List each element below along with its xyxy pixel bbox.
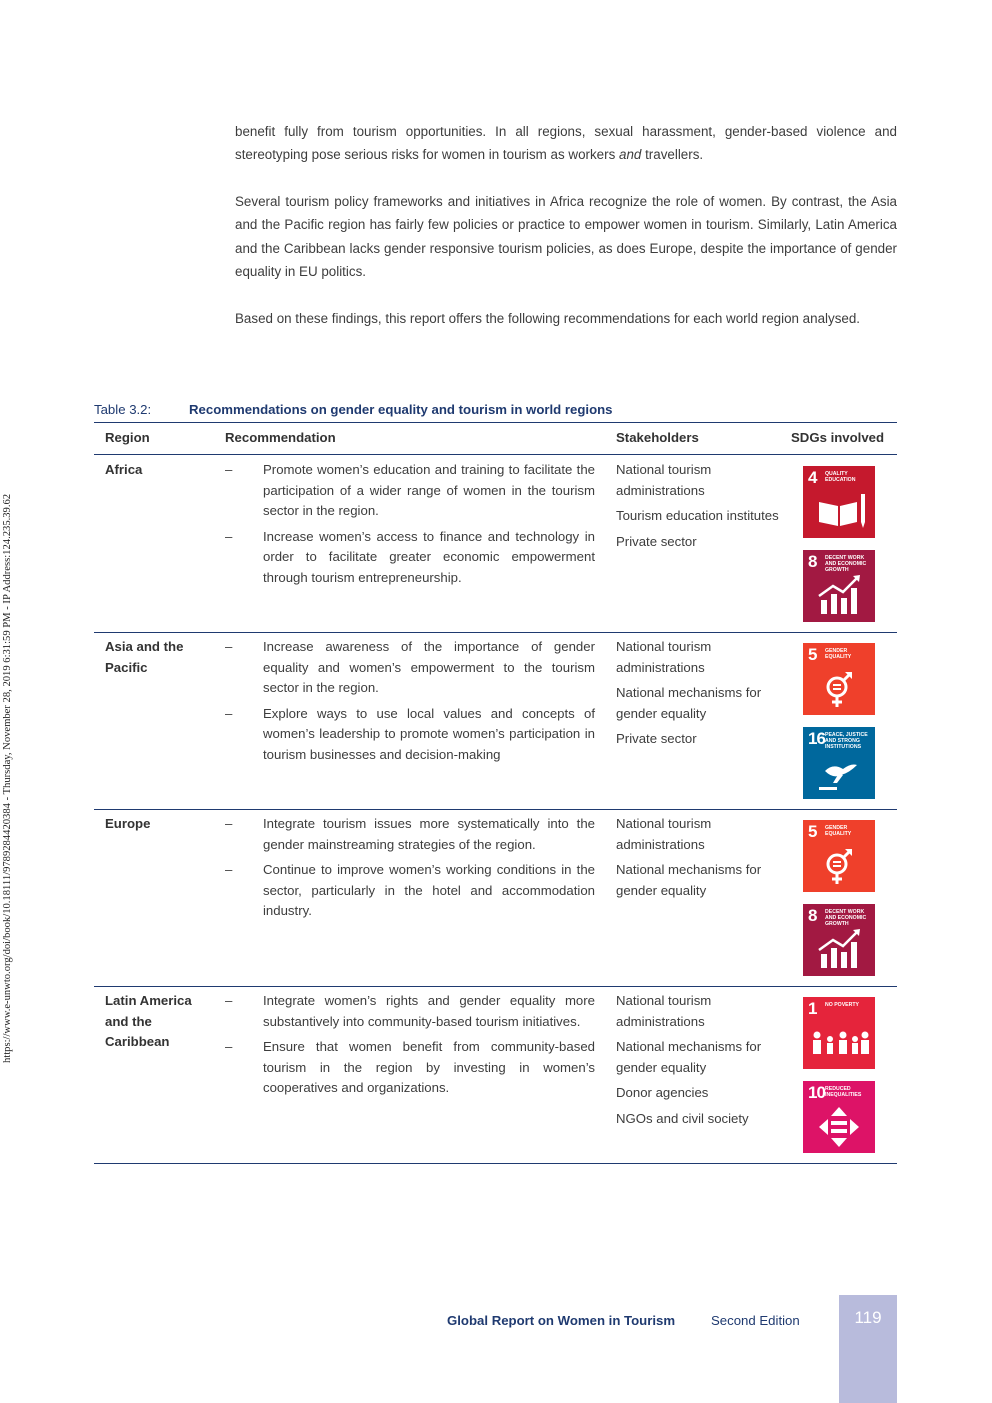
stakeholders-africa — [616, 460, 781, 552]
sdg-number: 16 — [808, 729, 825, 748]
recommendation-text: Promote women’s education and training to facilitate the participation of a wider range of women in the tourism sector in the region. — [263, 462, 595, 519]
page-number-box — [839, 1295, 897, 1403]
recommendation-item — [225, 814, 595, 855]
intro-paragraph-2: Several tourism policy frameworks and initiatives in Africa recognize the role of women. By contrast, the Asia and the Pacific region has fairly few policies or practice to empower women in tourism. Similarly, Latin America and the Caribbean lacks gender responsive tourism policies, as does Europe, despite the importance of gender equality in EU politics. — [235, 194, 897, 279]
table-caption-number: Table 3.2: — [94, 402, 152, 417]
growth-chart-icon — [803, 550, 875, 622]
table-caption — [94, 402, 897, 417]
stakeholder-item: Tourism education institutes — [616, 508, 779, 524]
region-asia-pacific: Asia and the Pacific — [105, 639, 184, 675]
page-number: 119 — [854, 1308, 882, 1327]
stakeholders-europe — [616, 814, 781, 901]
intro-p1-text-b: travellers. — [641, 147, 704, 163]
dash: – — [225, 705, 233, 721]
table-caption-title: Recommendations on gender equality and tourism in world regions — [189, 402, 613, 417]
stakeholder-item: Private sector — [616, 731, 697, 747]
gender-symbol-icon — [803, 643, 875, 715]
stakeholders-asia-pacific — [616, 637, 781, 750]
header-stakeholders: Stakeholders — [616, 430, 699, 445]
row-rule — [94, 809, 897, 810]
header-region: Region — [105, 430, 150, 445]
recommendations-asia-pacific — [225, 637, 595, 766]
stakeholder-item: National mechanisms for gender equality — [616, 862, 762, 898]
region-africa: Africa — [105, 462, 143, 477]
sdg-8-tile — [803, 904, 875, 976]
sdg-number: 1 — [808, 999, 817, 1018]
recommendation-text: Continue to improve women’s working conditions in the sector, particularly in the hotel and accommodation industry. — [263, 862, 595, 919]
sdg-label: DECENT WORK AND ECONOMIC GROWTH — [825, 555, 867, 573]
header-recommendation: Recommendation — [225, 430, 336, 445]
sdg-4-tile — [803, 466, 875, 538]
recommendation-text: Integrate women’s rights and gender equality more substantively into community-based tourism initiatives. — [263, 993, 595, 1029]
sdg-number: 5 — [808, 645, 817, 664]
stakeholder-item: National tourism administrations — [616, 816, 712, 852]
recommendation-item — [225, 704, 595, 766]
sdg-number: 8 — [808, 906, 817, 925]
growth-chart-icon — [803, 904, 875, 976]
footer-title: Global Report on Women in Tourism — [447, 1313, 676, 1328]
family-icon — [803, 997, 875, 1069]
stakeholder-item: Donor agencies — [616, 1085, 709, 1101]
sdg-1-tile — [803, 997, 875, 1069]
stakeholder-item: National tourism administrations — [616, 993, 712, 1029]
gender-symbol-icon — [803, 820, 875, 892]
recommendation-text: Integrate tourism issues more systematically into the gender mainstreaming strategies of the region. — [263, 816, 595, 852]
dash: – — [225, 993, 233, 1008]
dash: – — [225, 528, 233, 544]
sdg-number: 5 — [808, 822, 817, 841]
region-europe: Europe — [105, 816, 151, 831]
recommendation-text: Explore ways to use local values and concepts of women’s leadership to promote women’s participation in tourism businesses and decision-making — [263, 705, 595, 762]
dash: – — [225, 639, 233, 654]
recommendation-text: Increase women’s access to finance and technology in order to facilitate greater economic empowerment through tourism entrepreneurship. — [263, 528, 595, 585]
table-bottom-rule — [94, 1163, 897, 1164]
recommendation-item — [225, 860, 595, 922]
intro-p1-emphasis: and — [619, 147, 642, 163]
dove-gavel-icon — [803, 727, 875, 799]
sdg-label: GENDER EQUALITY — [825, 825, 852, 837]
sdg-label: GENDER EQUALITY — [825, 648, 852, 660]
recommendation-item — [225, 460, 595, 522]
row-rule — [94, 986, 897, 987]
header-sdgs: SDGs involved — [791, 430, 885, 445]
footer-edition: Second Edition — [711, 1313, 800, 1328]
sdg-8-tile — [803, 550, 875, 622]
stakeholder-item: National tourism administrations — [616, 462, 712, 498]
sdg-label: NO POVERTY — [825, 1002, 860, 1008]
intro-paragraph-3: Based on these findings, this report offers the following recommendations for each world region analysed. — [235, 311, 861, 326]
table-top-rule — [94, 422, 897, 423]
sdg-number: 4 — [808, 468, 817, 487]
stakeholder-item: National mechanisms for gender equality — [616, 685, 762, 721]
side-url-stamp: https://www.e-unwto.org/doi/book/10.18111/9789284420384 - Thursday, November 28, 2019 6:31:59 PM - IP Address:124.235.39.62 — [2, 493, 13, 1063]
sdg-16-tile — [803, 727, 875, 799]
stakeholder-item: NGOs and civil society — [616, 1110, 749, 1126]
recommendations-latin-america — [225, 991, 595, 1099]
header-rule — [94, 454, 897, 455]
sdg-label: REDUCED INEQUALITIES — [825, 1086, 862, 1098]
dash: – — [225, 816, 233, 831]
sdg-5-tile — [803, 643, 875, 715]
recommendation-item — [225, 1037, 595, 1099]
recommendation-text: Ensure that women benefit from community-based tourism in the region by investing in women’s cooperatives and organizations. — [263, 1039, 595, 1096]
sdg-label: PEACE, JUSTICE AND STRONG INSTITUTIONS — [825, 732, 868, 750]
stakeholders-latin-america — [616, 991, 781, 1130]
intro-paragraph-1 — [235, 120, 897, 167]
stakeholder-item: National mechanisms for gender equality — [616, 1039, 762, 1075]
dash: – — [225, 862, 233, 878]
sdg-number: 8 — [808, 552, 817, 571]
recommendation-text: Increase awareness of the importance of gender equality and women’s empowerment to the tourism sector in the region. — [263, 639, 595, 696]
recommendation-item — [225, 637, 595, 699]
stakeholder-item: Private sector — [616, 533, 697, 549]
dash: – — [225, 462, 233, 477]
sdg-10-tile — [803, 1081, 875, 1153]
sdg-label: QUALITY EDUCATION — [825, 471, 856, 483]
intro-p1-text-a: benefit fully from tourism opportunities. In all regions, sexual harassment, gender-based violence and stereotyping pose serious risks for women in tourism as workers — [235, 124, 897, 163]
sdg-label: DECENT WORK AND ECONOMIC GROWTH — [825, 909, 867, 927]
recommendations-europe — [225, 814, 595, 922]
recommendation-item — [225, 527, 595, 589]
region-latin-america-caribbean: Latin America and the Caribbean — [105, 993, 192, 1050]
book-pencil-icon — [803, 466, 875, 538]
recommendation-item — [225, 991, 595, 1032]
sdg-5-tile — [803, 820, 875, 892]
stakeholder-item: National tourism administrations — [616, 639, 712, 675]
row-rule — [94, 632, 897, 633]
sdg-number: 10 — [808, 1083, 825, 1102]
recommendations-africa — [225, 460, 595, 589]
dash: – — [225, 1039, 233, 1055]
equality-arrows-icon — [803, 1081, 875, 1153]
